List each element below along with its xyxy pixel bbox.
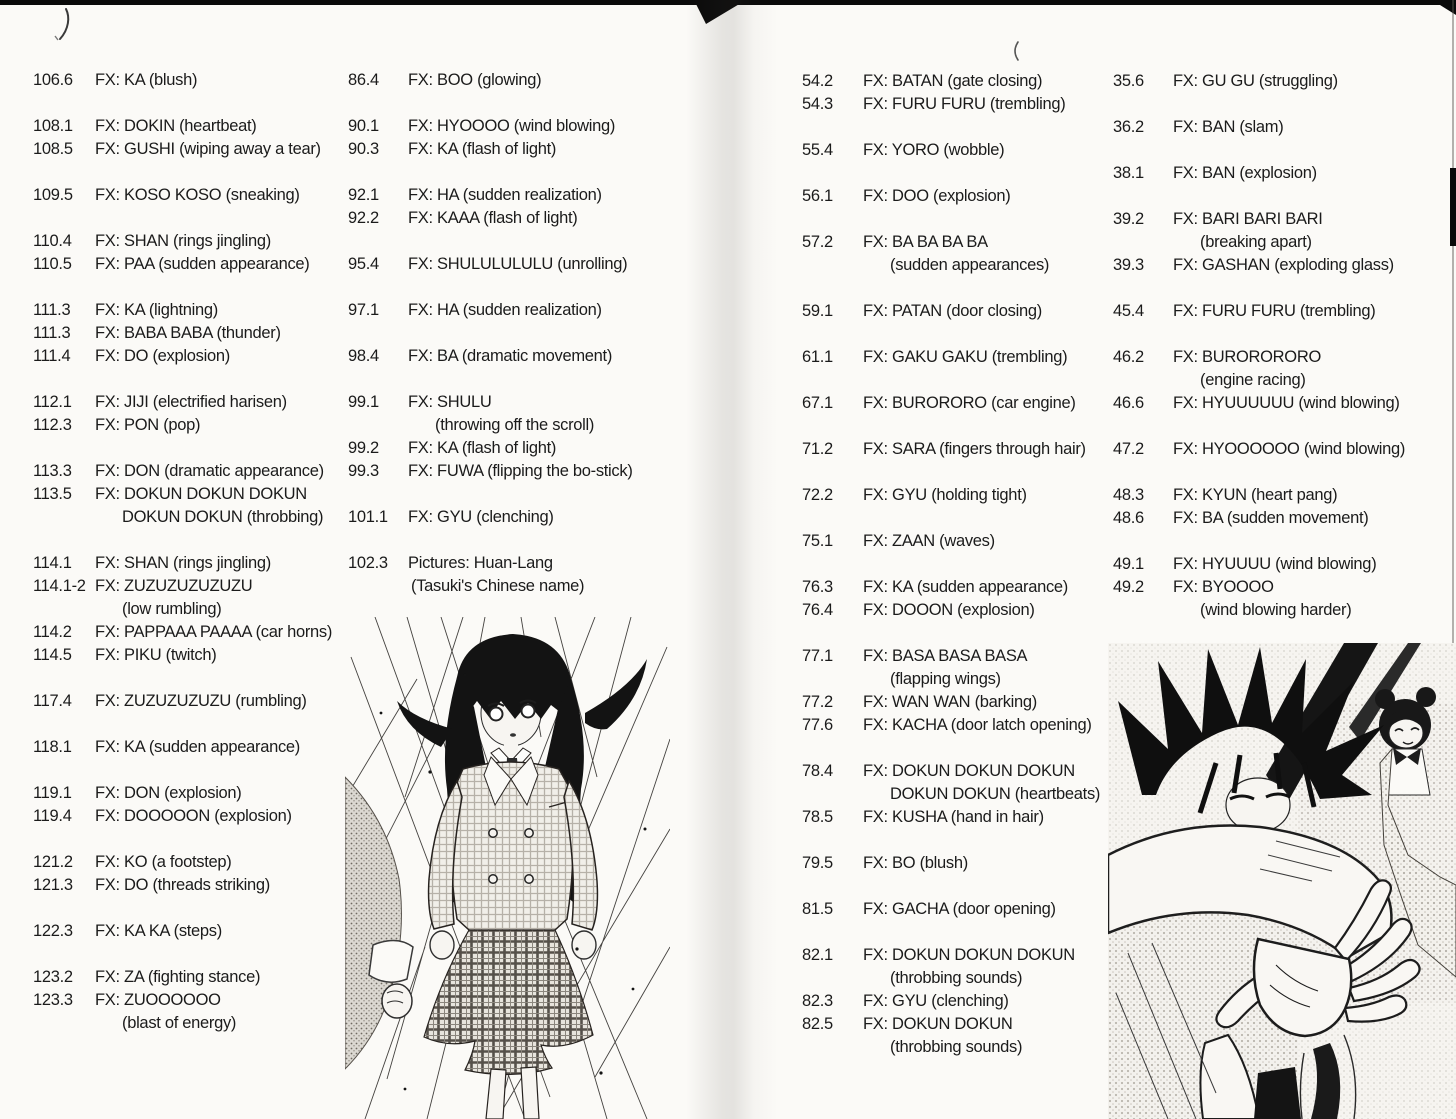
fx-text: FX: GACHA (door opening) [863,900,1056,918]
fx-text: FX: BASA BASA BASA [863,647,1028,665]
fx-group [802,484,1114,507]
fx-entry [33,253,339,276]
fx-group [33,782,339,828]
fx-entry [802,530,1114,553]
fx-page-ref: 92.1 [348,186,379,204]
fx-entry [802,1013,1114,1059]
fx-entry [348,69,668,92]
fx-entry [33,851,339,874]
fx-entry [33,391,339,414]
fx-text: FX: JIJI (electrified harisen) [95,393,287,411]
fx-entry [1113,116,1453,139]
fx-entry [348,506,668,529]
fx-text: FX: DON (explosion) [95,784,242,802]
fx-entry [33,345,339,368]
fx-group [348,299,668,322]
fx-text: FX: KA (sudden appearance) [863,578,1069,596]
fx-page-ref: 72.2 [802,486,833,504]
fx-text: FX: DOKUN DOKUN DOKUN [863,946,1075,964]
fx-entry [802,944,1114,990]
fx-text: FX: DOKUN DOKUN DOKUN [95,485,307,503]
fx-group [348,253,668,276]
fx-page-ref: 111.3 [33,324,71,342]
fx-group [1113,162,1453,185]
fx-entry [33,230,339,253]
fx-page-ref: 78.5 [802,808,833,826]
fx-page-ref: 71.2 [802,440,833,458]
fx-text: FX: HYOOOO (wind blowing) [408,117,616,135]
fx-entry [802,806,1114,829]
fx-group [802,231,1114,277]
fx-page-ref: 111.3 [33,301,71,319]
fx-text: FX: HYUUUUUU (wind blowing) [1173,394,1400,412]
fx-page-ref: 39.3 [1113,256,1144,274]
fx-text: FX: BA (sudden movement) [1173,509,1369,527]
fx-entry [33,966,339,989]
fx-text: FX: DOKUN DOKUN DOKUN [863,762,1075,780]
fx-text: FX: ZUOOOOOO [95,991,221,1009]
fx-text-continued: (sudden appearances) [890,256,1050,274]
fx-group [802,438,1114,461]
fx-entry [802,346,1114,369]
fx-group [1113,484,1453,530]
fx-page-ref: 57.2 [802,233,833,251]
fx-group [33,966,339,1035]
fx-entry [802,392,1114,415]
fx-group [802,944,1114,1059]
fx-text: FX: YORO (wobble) [863,141,1005,159]
fx-text: FX: BA BA BA BA [863,233,988,251]
fx-text: FX: PON (pop) [95,416,201,434]
fx-page-ref: 67.1 [802,394,833,412]
fx-text: FX: SARA (fingers through hair) [863,440,1086,458]
fx-text-continued: (Tasuki's Chinese name) [411,577,585,595]
fx-group [33,736,339,759]
fx-page-ref: 114.1-2 [33,577,86,595]
fx-page-ref: 99.1 [348,393,379,411]
fx-page-ref: 78.4 [802,762,833,780]
fx-page-ref: 90.3 [348,140,379,158]
fx-page-ref: 121.2 [33,853,73,871]
fx-text: FX: DO (threads striking) [95,876,270,894]
fx-text: FX: FURU FURU (trembling) [863,95,1066,113]
fx-page-ref: 101.1 [348,508,388,526]
fx-page-ref: 81.5 [802,900,833,918]
fx-page-ref: 92.2 [348,209,379,227]
fx-group [802,300,1114,323]
fx-page-ref: 99.3 [348,462,379,480]
fx-text: FX: HA (sudden realization) [408,301,602,319]
fx-text: FX: WAN WAN (barking) [863,693,1037,711]
fx-group [802,576,1114,622]
fx-page-ref: 113.3 [33,462,72,480]
fx-entry [348,552,668,598]
fx-text: Pictures: Huan-Lang [408,554,553,572]
fx-entry [802,70,1114,93]
fx-page-ref: 56.1 [802,187,833,205]
fx-group [33,230,339,276]
fx-group [802,392,1114,415]
fx-text: FX: ZUZUZUZUZU (rumbling) [95,692,307,710]
fx-column-left-2 [348,69,668,598]
fx-page-ref: 112.3 [33,416,72,434]
fx-text-continued: (throbbing sounds) [890,969,1023,987]
fx-group [348,115,668,161]
fx-entry [33,736,339,759]
fx-page-ref: 54.3 [802,95,833,113]
fx-text: FX: KOSO KOSO (sneaking) [95,186,300,204]
fx-entry [802,990,1114,1013]
fx-group [33,69,339,92]
fx-text: FX: GYU (clenching) [408,508,554,526]
fx-page-ref: 118.1 [33,738,72,756]
fx-text: FX: GYU (clenching) [863,992,1009,1010]
fx-page-ref: 45.4 [1113,302,1144,320]
fx-entry [33,69,339,92]
fx-group [1113,438,1453,461]
fx-page-ref: 111.4 [33,347,71,365]
fx-page-ref: 76.4 [802,601,833,619]
fx-group [802,70,1114,116]
fx-group [33,115,339,161]
fx-text: FX: PATAN (door closing) [863,302,1042,320]
fx-page-ref: 79.5 [802,854,833,872]
fx-entry [802,714,1114,737]
fx-entry [802,185,1114,208]
fx-group [33,920,339,943]
fx-entry [1113,162,1453,185]
fx-page-ref: 48.3 [1113,486,1144,504]
fx-text: FX: BAN (explosion) [1173,164,1317,182]
fx-entry [33,138,339,161]
fx-text: FX: DOOOOON (explosion) [95,807,292,825]
fx-entry [1113,392,1453,415]
fx-text: FX: BA (dramatic movement) [408,347,613,365]
fx-text: FX: ZUZUZUZUZUZU [95,577,253,595]
fx-group [348,345,668,368]
fx-entry [348,207,668,230]
fx-text: FX: KACHA (door latch opening) [863,716,1092,734]
fx-entry [348,460,668,483]
pen-mark [52,6,78,44]
fx-entry [1113,346,1453,392]
fx-page-ref: 61.1 [802,348,833,366]
fx-entry [1113,254,1453,277]
fx-text: FX: BURORORO (car engine) [863,394,1076,412]
fx-page-ref: 114.2 [33,623,72,641]
fx-page-ref: 97.1 [348,301,379,319]
fx-text-continued: (throwing off the scroll) [435,416,595,434]
fx-entry [33,115,339,138]
fx-entry [1113,484,1453,507]
stray-mark [1008,40,1024,64]
fx-text: FX: KA (lightning) [95,301,218,319]
fx-entry [348,138,668,161]
fx-text: FX: PAA (sudden appearance) [95,255,310,273]
fx-text: FX: BOO (glowing) [408,71,542,89]
fx-text: FX: KO (a footstep) [95,853,232,871]
fx-text: FX: GAKU GAKU (trembling) [863,348,1068,366]
fx-page-ref: 55.4 [802,141,833,159]
fx-entry [802,93,1114,116]
fx-text: FX: ZA (fighting stance) [95,968,261,986]
fx-page-ref: 75.1 [802,532,833,550]
fx-group [802,530,1114,553]
fx-page-ref: 35.6 [1113,72,1144,90]
fx-text: FX: GYU (holding tight) [863,486,1027,504]
fx-text: FX: GUSHI (wiping away a tear) [95,140,321,158]
fx-group [1113,208,1453,277]
fx-page-ref: 119.1 [33,784,72,802]
fx-page-ref: 48.6 [1113,509,1144,527]
fx-text-continued: DOKUN DOKUN (heartbeats) [890,785,1101,803]
manga-panel-schoolgirl [345,617,670,1119]
fx-page-ref: 49.2 [1113,578,1144,596]
fx-page-ref: 46.6 [1113,394,1144,412]
fx-text: FX: DOOON (explosion) [863,601,1035,619]
fx-group [348,552,668,598]
fx-entry [33,552,339,575]
fx-text-continued: (breaking apart) [1200,233,1312,251]
fx-page-ref: 59.1 [802,302,833,320]
fx-entry [348,437,668,460]
fx-entry [348,115,668,138]
fx-text: FX: DO (explosion) [95,347,230,365]
fx-text: FX: KA (flash of light) [408,140,557,158]
fx-group [33,184,339,207]
fx-text: FX: HA (sudden realization) [408,186,602,204]
fx-column-left-1 [33,69,339,1035]
fx-page-ref: 95.4 [348,255,379,273]
fx-column-right-2 [1113,70,1453,622]
fx-page-ref: 123.2 [33,968,73,986]
fx-group [348,506,668,529]
fx-group [33,391,339,437]
fx-entry [33,805,339,828]
fx-entry [1113,553,1453,576]
fx-text: FX: PIKU (twitch) [95,646,217,664]
fx-group [802,139,1114,162]
fx-text-continued: (engine racing) [1200,371,1306,389]
fx-page-ref: 77.6 [802,716,833,734]
fx-page-ref: 77.1 [802,647,833,665]
fx-entry [33,782,339,805]
fx-page-ref: 108.1 [33,117,73,135]
fx-page-ref: 99.2 [348,439,379,457]
fx-text: FX: FURU FURU (trembling) [1173,302,1376,320]
fx-entry [348,184,668,207]
fx-text: FX: DOKIN (heartbeat) [95,117,257,135]
fx-page-ref: 39.2 [1113,210,1144,228]
fx-text: FX: KA KA (steps) [95,922,222,940]
fx-entry [348,299,668,322]
fx-text: FX: DON (dramatic appearance) [95,462,324,480]
fx-group [1113,116,1453,139]
fx-page-ref: 49.1 [1113,555,1144,573]
fx-text: FX: GASHAN (exploding glass) [1173,256,1394,274]
fx-text: FX: FUWA (flipping the bo-stick) [408,462,633,480]
fx-entry [348,253,668,276]
fx-page-ref: 36.2 [1113,118,1144,136]
fx-entry [33,920,339,943]
fx-text: FX: SHULU [408,393,492,411]
fx-page-ref: 76.3 [802,578,833,596]
fx-column-right-1 [802,70,1114,1059]
fx-page-ref: 122.3 [33,922,73,940]
fx-entry [33,322,339,345]
fx-text: FX: SHAN (rings jingling) [95,232,271,250]
fx-page-ref: 106.6 [33,71,73,89]
fx-group [1113,70,1453,93]
fx-entry [802,852,1114,875]
fx-text: FX: DOKUN DOKUN [863,1015,1013,1033]
fx-entry [33,621,339,644]
fx-page-ref: 38.1 [1113,164,1144,182]
fx-page-ref: 86.4 [348,71,379,89]
fx-group [348,184,668,230]
fx-text: FX: BAN (slam) [1173,118,1284,136]
fx-group [802,898,1114,921]
fx-entry [33,483,339,529]
fx-text: FX: BYOOOO [1173,578,1274,596]
fx-text: FX: KYUN (heart pang) [1173,486,1338,504]
fx-page-ref: 108.5 [33,140,73,158]
fx-group [802,645,1114,737]
fx-group [33,460,339,529]
fx-group [348,69,668,92]
fx-entry [33,414,339,437]
fx-entry [802,484,1114,507]
fx-page-ref: 47.2 [1113,440,1144,458]
fx-page-ref: 82.5 [802,1015,833,1033]
fx-group [33,851,339,897]
fx-page-ref: 123.3 [33,991,73,1009]
fx-text: FX: BO (blush) [863,854,968,872]
fx-entry [1113,507,1453,530]
fx-text-continued: DOKUN DOKUN (throbbing) [122,508,324,526]
fx-text: FX: BARI BARI BARI [1173,210,1323,228]
fx-page-ref: 54.2 [802,72,833,90]
fx-text: FX: SHULULULULU (unrolling) [408,255,628,273]
fx-text: FX: KA (flash of light) [408,439,557,457]
fx-entry [802,599,1114,622]
fx-entry [802,231,1114,277]
fx-entry [33,575,339,621]
fx-entry [33,989,339,1035]
fx-page-ref: 117.4 [33,692,72,710]
fx-group [802,760,1114,829]
fx-group [348,391,668,483]
fx-text: FX: HYUUUU (wind blowing) [1173,555,1377,573]
fx-text: FX: ZAAN (waves) [863,532,995,550]
fx-group [1113,300,1453,323]
fx-text: FX: DOO (explosion) [863,187,1011,205]
fx-page-ref: 82.3 [802,992,833,1010]
fx-group [802,185,1114,208]
fx-text: FX: BATAN (gate closing) [863,72,1043,90]
fx-entry [1113,438,1453,461]
fx-entry [33,690,339,713]
fx-page-ref: 46.2 [1113,348,1144,366]
fx-text-continued: (blast of energy) [122,1014,237,1032]
fx-page-ref: 119.4 [33,807,72,825]
fx-page-ref: 90.1 [348,117,379,135]
fx-entry [802,300,1114,323]
fx-entry [802,760,1114,806]
fx-page-ref: 102.3 [348,554,388,572]
fx-group [1113,346,1453,415]
fx-text-continued: (low rumbling) [122,600,222,618]
fx-entry [1113,576,1453,622]
fx-page-ref: 98.4 [348,347,379,365]
fx-entry [33,184,339,207]
fx-page-ref: 110.5 [33,255,72,273]
fx-text: FX: KUSHA (hand in hair) [863,808,1044,826]
fx-text-continued: (flapping wings) [890,670,1001,688]
fx-group [33,299,339,368]
fx-entry [348,391,668,437]
fx-page-ref: 77.2 [802,693,833,711]
fx-entry [802,898,1114,921]
fx-page-ref: 114.5 [33,646,72,664]
fx-text: FX: KAAA (flash of light) [408,209,578,227]
fx-text-continued: (throbbing sounds) [890,1038,1023,1056]
fx-group [33,690,339,713]
fx-entry [33,874,339,897]
fx-entry [33,644,339,667]
fx-page-ref: 82.1 [802,946,833,964]
fx-text: FX: SHAN (rings jingling) [95,554,271,572]
fx-text: FX: KA (blush) [95,71,198,89]
fx-text: FX: BABA BABA (thunder) [95,324,281,342]
fx-text: FX: KA (sudden appearance) [95,738,301,756]
fx-text: FX: PAPPAAA PAAAA (car horns) [95,623,333,641]
fx-entry [802,139,1114,162]
fx-entry [802,438,1114,461]
fx-page-ref: 109.5 [33,186,73,204]
binding-gutter-shadow [686,0,778,1119]
fx-group [1113,553,1453,622]
fx-group [802,346,1114,369]
fx-group [802,852,1114,875]
fx-entry [1113,70,1453,93]
manga-panel-reaching-hand [1108,643,1456,1119]
fx-page-ref: 110.4 [33,232,72,250]
fx-group [33,552,339,667]
fx-entry [33,299,339,322]
fx-page-ref: 112.1 [33,393,72,411]
fx-entry [348,345,668,368]
fx-page-ref: 114.1 [33,554,72,572]
fx-page-ref: 121.3 [33,876,73,894]
fx-entry [802,645,1114,691]
fx-text-continued: (wind blowing harder) [1200,601,1352,619]
fx-entry [1113,300,1453,323]
fx-entry [802,576,1114,599]
fx-text: FX: HYOOOOOO (wind blowing) [1173,440,1406,458]
fx-entry [802,691,1114,714]
fx-page-ref: 113.5 [33,485,72,503]
fx-entry [33,460,339,483]
fx-entry [1113,208,1453,254]
fx-text: FX: BURORORORO [1173,348,1321,366]
fx-text: FX: GU GU (struggling) [1173,72,1338,90]
